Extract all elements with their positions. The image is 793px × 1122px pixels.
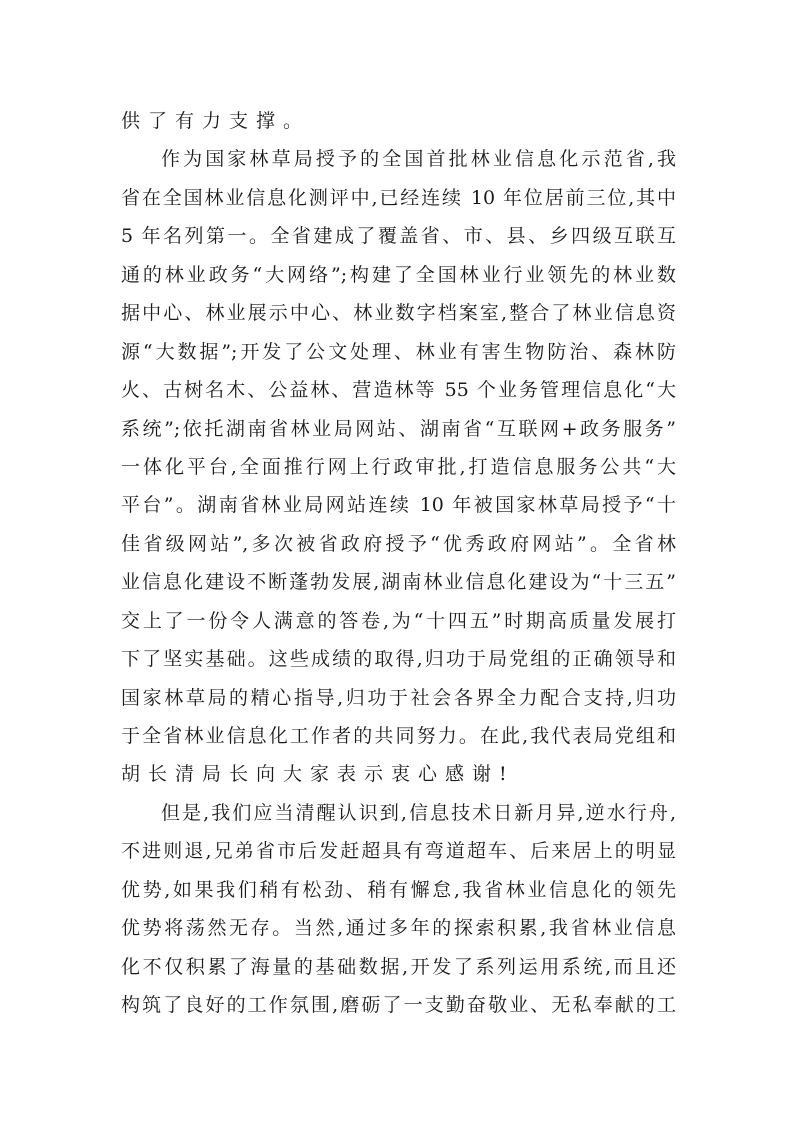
text-line: 供了有力支撑。 — [121, 110, 311, 132]
text-line: 省在全国林业信息化测评中,已经连续 10 年位居前三位,其中 — [121, 186, 676, 209]
text-line: 于全省林业信息化工作者的共同努力。在此,我代表局党组和 — [121, 725, 676, 747]
text-line: 源“大数据”;开发了公文处理、林业有害生物防治、森林防 — [121, 340, 676, 363]
text-line: 通的林业政务“大网络”;构建了全国林业行业领先的林业数 — [121, 263, 676, 286]
text-line: 不进则退,兄弟省市后发赶超具有弯道超车、后来居上的明显 — [121, 840, 676, 863]
text-line: 据中心、林业展示中心、林业数字档案室,整合了林业信息资 — [121, 302, 676, 325]
document-page — [121, 102, 676, 1025]
text-line: 火、古树名木、公益林、营造林等 55 个业务管理信息化“大 — [121, 379, 676, 402]
paragraph — [121, 102, 676, 140]
paragraph — [121, 794, 676, 1025]
text-line: 一体化平台,全面推行网上行政审批,打造信息服务公共“大 — [121, 455, 676, 478]
text-line: 胡长清局长向大家表示衷心感谢! — [121, 763, 515, 786]
text-line: 作为国家林草局授予的全国首批林业信息化示范省,我 — [161, 148, 676, 171]
text-line: 但是,我们应当清醒认识到,信息技术日新月异,逆水行舟, — [161, 801, 676, 824]
text-line: 构筑了良好的工作氛围,磨砺了一支勤奋敬业、无私奉献的工 — [121, 994, 676, 1017]
text-line: 优势,如果我们稍有松劲、稍有懈怠,我省林业信息化的领先 — [121, 878, 676, 901]
paragraph — [121, 140, 676, 793]
text-line: 交上了一份令人满意的答卷,为“十四五”时期高质量发展打 — [121, 609, 676, 632]
text-line: 化不仅积累了海量的基础数据,开发了系列运用系统,而且还 — [121, 955, 676, 978]
text-line: 国家林草局的精心指导,归功于社会各界全力配合支持,归功 — [121, 686, 676, 709]
text-line: 下了坚实基础。这些成绩的取得,归功于局党组的正确领导和 — [121, 648, 676, 671]
text-line: 系统”;依托湖南省林业局网站、湖南省“互联网+政务服务” — [121, 417, 676, 440]
text-line: 佳省级网站”,多次被省政府授予“优秀政府网站”。全省林 — [121, 532, 676, 555]
text-line: 平台”。湖南省林业局网站连续 10 年被国家林草局授予“十 — [121, 494, 676, 517]
text-line: 5 年名列第一。全省建成了覆盖省、市、县、乡四级互联互 — [121, 225, 676, 248]
text-line: 优势将荡然无存。当然,通过多年的探索积累,我省林业信息 — [121, 917, 676, 940]
text-line: 业信息化建设不断蓬勃发展,湖南林业信息化建设为“十三五” — [121, 571, 676, 594]
